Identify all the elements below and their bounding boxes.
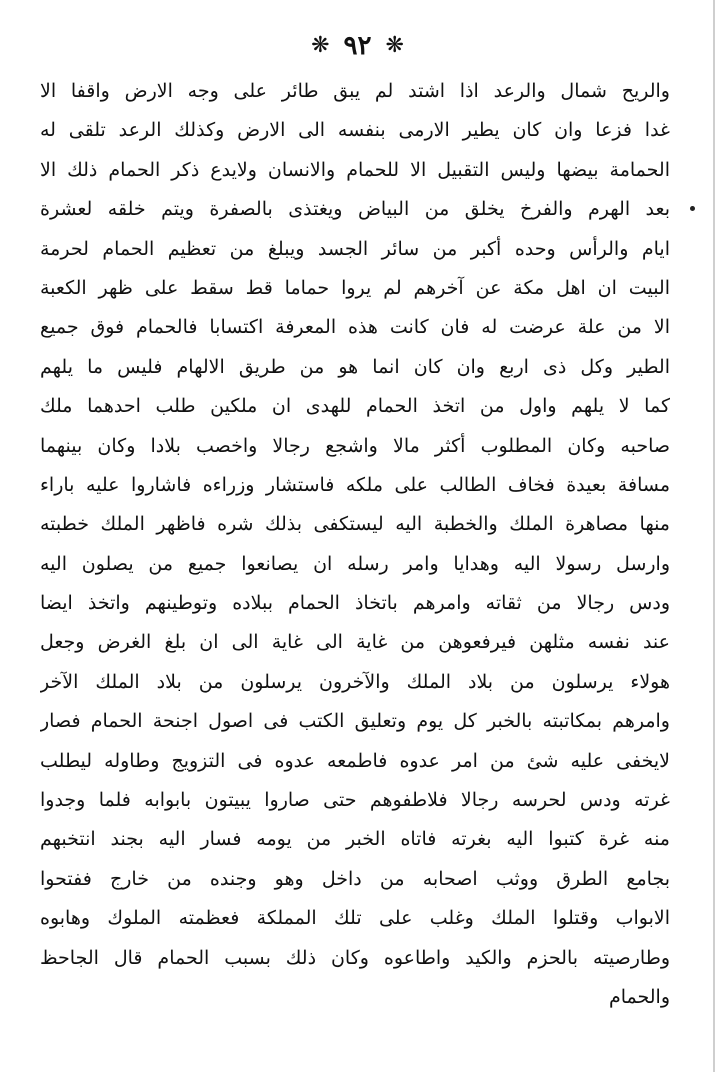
text-line: منه غرة كتبوا اليه بغرته فاتاه الخبر من يومه فسار اليه بجند انتخبهم [40,828,670,851]
text-line: صاحبه وكان المطلوب أكثر مالا واشجع رجالا واخصب بلادا وكان بينهما [40,434,670,457]
text-line-final: والحمام [608,985,670,1008]
text-line: الحمامة بيضها وليس التقبيل الا للحمام والانسان ولايدع ذكر الحمام ذلك الا [40,158,670,181]
text-line: منها مصاهرة الملك والخطبة اليه ليستكفى بذلك شره فاظهر الملك خطبته [40,513,670,536]
text-line: وارسل رسولا اليه وهدايا وامر رسله ان يصانعوا جميع من يصلون اليه [40,552,670,575]
text-line: بجامع الطرق ووثب اصحابه من داخل وهو وجنده من خارج ففتحوا [40,867,670,890]
text-line: كما لا يلهم واول من اتخذ الحمام للهدى ان ملكين طلب احدهما ملك [40,395,670,418]
text-line: غرته ودس لحرسه رجالا فلاطفوهم حتى صاروا يبيتون بابوابه فلما وجدوا [40,789,670,812]
ornament-icon: ❋ [385,33,404,58]
text-line: وطارصيته بالحزم والكيد واطاعوه وكان ذلك بسبب الحمام قال الجاحظ [40,946,670,969]
text-line: ايام والرأس وحده أكبر من سائر الجسد ويبلغ من تعظيم الحمام لحرمة [40,237,670,260]
text-line: لايخفى عليه شئ من امر عدوه فاطمعه عدوه فى التزويج وطاوله ليطلب [40,749,670,772]
text-line: الابواب وقتلوا الملك وغلب على تلك المملكة فعظمته الملوك وهابوه [40,907,670,930]
text-line: وامرهم بمكاتبته بالخبر كل يوم وتعليق الكتب فى اصول اجنحة الحمام فصار [40,710,670,733]
text-line: ودس رجالا من ثقاته وامرهم باتخاذ الحمام ببلاده وتوطينهم واتخذ ايضا [40,592,670,615]
text-line: عند نفسه مثلهن فيرفعوهن من غاية الى غاية الى ان بلغ الغرض وجعل [40,631,670,654]
text-line: الطير وكل ذى اربع وان كان انما هو من طريق الالهام فليس ما يلهم [40,355,670,378]
text-line: والريح شمال والرعد اذا اشتد لم يبق طائر على وجه الارض واقفا الا [40,80,670,102]
text-line: الا من علة عرضت له فان كانت هذه المعرفة اكتسابا فالحمام فوق جميع [40,316,670,339]
text-line: بعد الهرم والفرخ يخلق من البياض ويغتذى بالصفرة ويتم خلقه لعشرة [40,198,670,221]
page-number: ٩٢ [343,31,372,61]
ornament-icon: ❋ [311,33,330,58]
text-line: مسافة بعيدة فخاف الطالب على ملكه فاستشار وزراءه فاشاروا عليه باراء [40,473,670,496]
text-line: هولاء يرسلون من بلاد الملك والآخرون يرسلون من بلاد الملك الآخر [40,670,670,693]
body-text [40,72,670,1017]
margin-dot [690,206,695,211]
text-line: البيت ان اهل مكة عن آخرهم لم يروا حماما قط سقط على ظهر الكعبة [40,276,670,299]
page-header [0,26,715,66]
text-line: غدا فزعا وان كان يطير الارمى بنفسه الى الارض وكذلك الرعد تلقى له [40,119,670,142]
